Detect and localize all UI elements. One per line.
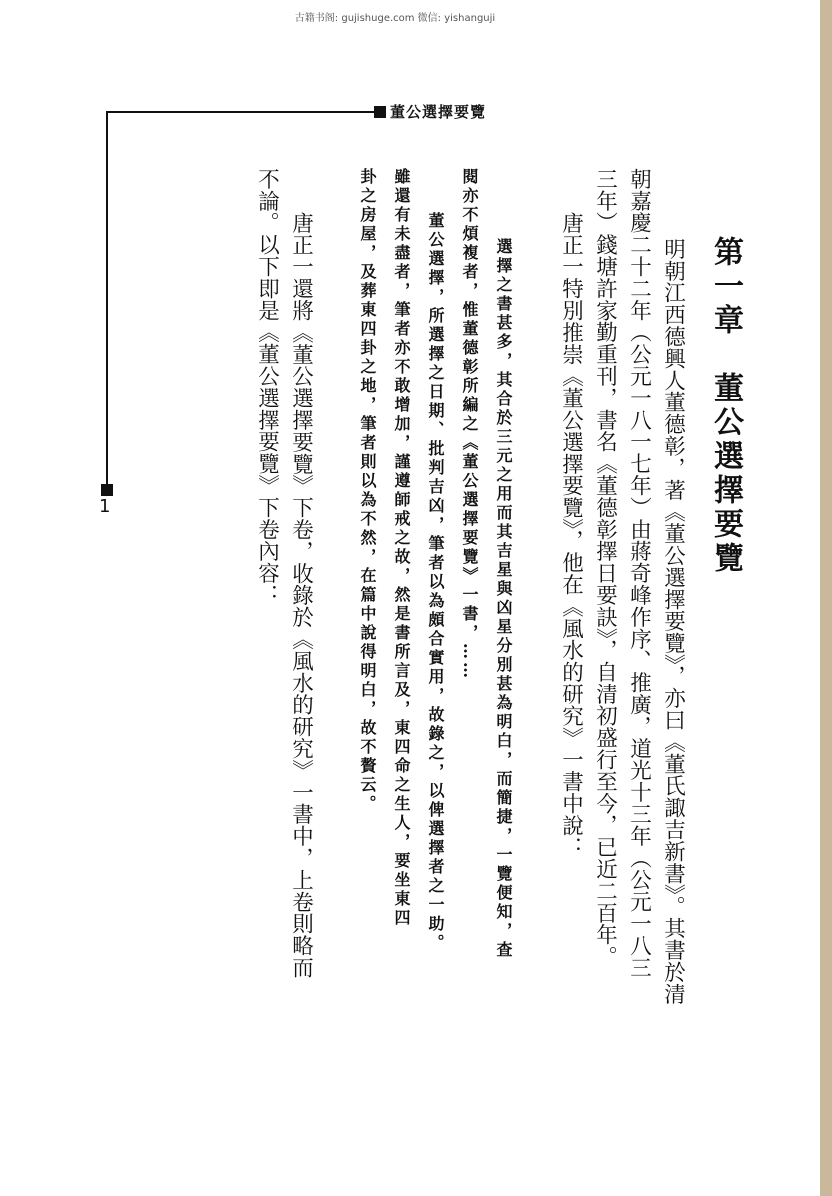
paragraph-1-line-1: 明朝江西德興人董德彰，著《董公選擇要覽》，亦曰《董氏諏吉新書》。其書於清 bbox=[660, 238, 686, 1005]
page-number: 1 bbox=[99, 496, 111, 517]
paragraph-3-line-1: 唐正一還將《董公選擇要覽》下卷，收錄於《風水的研究》一書中，上卷則略而 bbox=[288, 212, 314, 979]
quote-line-3: 董公選擇，所選擇之日期、批判吉凶，筆者以為頗合實用，故錄之，以俾選擇者之一助。 bbox=[426, 212, 445, 953]
paragraph-3-line-2: 不論。以下即是《董公選擇要覽》下卷內容： bbox=[254, 168, 280, 606]
watermark: 古籍书阁: gujishuge.com 微信: yishanguji bbox=[294, 13, 496, 24]
quote-line-4: 雖還有未盡者，筆者亦不敢增加，謹遵師戒之故，然是書所言及，東四命之生人，要坐東四 bbox=[392, 168, 411, 928]
paragraph-2: 唐正一特別推崇《董公選擇要覽》，他在《風水的研究》一書中說： bbox=[558, 212, 584, 859]
quote-line-2: 閱亦不煩複者，惟董德彰所編之《董公選擇要覽》一書，…… bbox=[460, 168, 479, 681]
page-edge bbox=[820, 0, 832, 1196]
margin-rule bbox=[106, 111, 108, 486]
running-head: 董公選擇要覽 bbox=[390, 103, 487, 121]
quote-line-1: 選擇之書甚多，其合於三元之用而其吉星與凶星分別甚為明白，而簡捷，一覽便知，查 bbox=[494, 238, 513, 960]
paragraph-1-line-2: 朝嘉慶二十二年（公元一八一七年）由蔣奇峰作序、推廣，道光十三年（公元一八三 bbox=[626, 168, 652, 979]
page-marker bbox=[101, 484, 113, 496]
header-marker bbox=[374, 106, 386, 118]
header-rule bbox=[106, 111, 374, 113]
chapter-title: 第一章 董公選擇要覽 bbox=[708, 236, 743, 576]
paragraph-1-line-3: 三年）錢塘許家勤重刊，書名《董德彰擇日要訣》，自清初盛行至今，已近二百年。 bbox=[592, 168, 618, 968]
quote-line-5: 卦之房屋，及葬東四卦之地，筆者則以為不然，在篇中說得明白，故不贅云。 bbox=[358, 168, 377, 814]
